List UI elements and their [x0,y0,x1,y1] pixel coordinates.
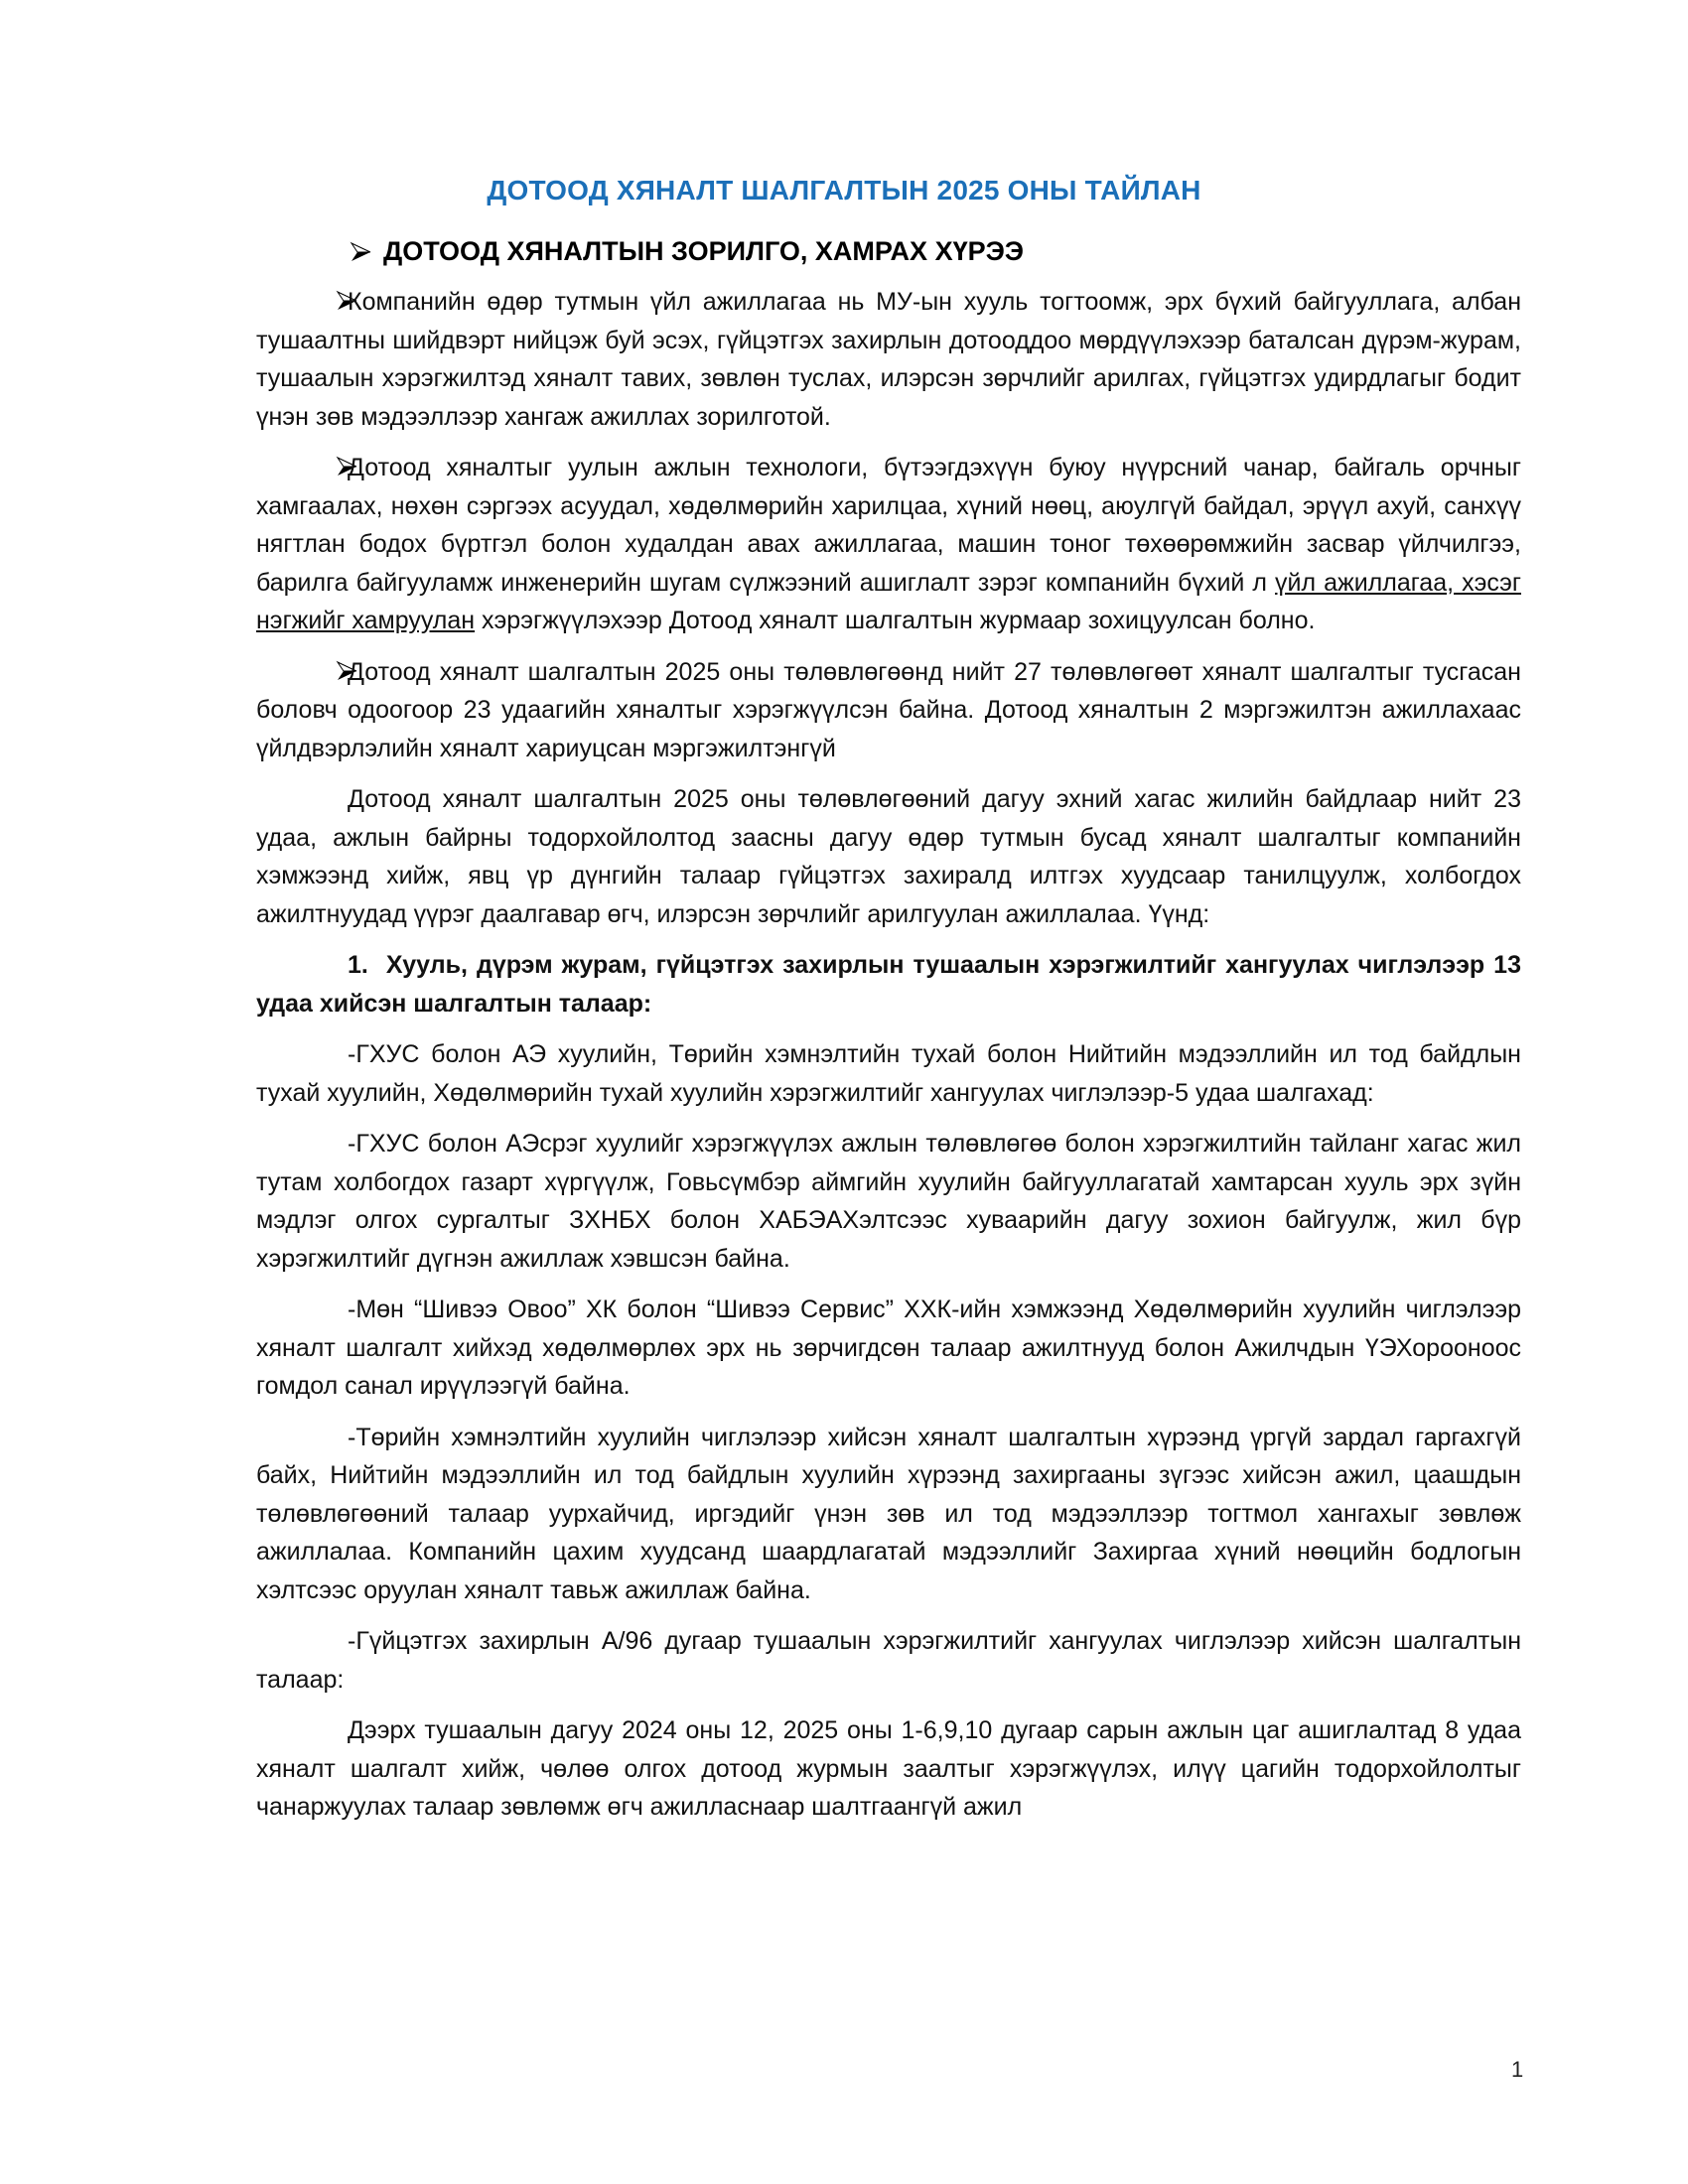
list-number: 1. [348,951,368,979]
paragraph-text: Дотоод хяналтыг уулын ажлын технологи, бүтээгдэхүүн буюу нүүрсний чанар, байгаль орчныг хамгаалах, нөхөн сэргээх асуудал, хөдөлмөрийн харилцаа, хүний нөөц, аюулгүй байдал, эрүүл ахуй, санхүү нягтлан бодох бүртгэл болон худалдан авах ажиллагаа, машин тоног төхөөрөмжийн засвар үйлчилгээ, барилга байгууламж инженерийн шугам сүлжээний ашиглалт зэрэг компанийн бүхий л [256,454,1521,597]
paragraph-worktime: Дээрх тушаалын дагуу 2024 оны 12, 2025 оны 1-6,9,10 дугаар сарын ажлын цаг ашиглалтад 8 удаа хяналт шалгалт хийж, чөлөө олгох дотоод журмын заалтыг хэрэгжүүлэх, илүү цагийн тодорхойлолтыг чанаржуулах талаар зөвлөмж өгч ажилласнаар шалтгаангүй ажил [256,1716,1521,1821]
paragraph-summary: Дотоод хяналт шалгалтын 2025 оны төлөвлөгөөний дагуу эхний хагас жилийн байдлаар нийт 23 удаа, ажлын байрны тодорхойлолтод заасны дагуу өдөр тутмын бусад хяналт шалгалтыг компанийн хэмжээнд хийж, явц үр дүнгийн талаар гүйцэтгэх захиралд илтгэх хуудсаар танилцуулж, холбогдох ажилтнуудад үүрэг даалгавар өгч, илэрсэн зөрчлийг арилгуулан ажиллалаа. Үүнд: [256,785,1521,928]
paragraph-scope [256,449,1521,640]
paragraph-order-a96: -Гүйцэтгэх захирлын А/96 дугаар тушаалын хэрэгжилтийг хангуулах чиглэлээр хийсэн шалгалтын талаар: [256,1627,1521,1694]
paragraph-text: Дотоод хяналт шалгалтын 2025 оны төлөвлөгөөнд нийт 27 төлөвлөгөөт хяналт шалгалтыг тусгасан боловч одоогоор 23 удаагийн хяналтыг хэрэгжүүлсэн байна. Дотоод хяналтын 2 мэргэжилтэн ажиллахаас үйлдвэрлэлийн хяналт хариуцсан мэргэжилтэнгүй [256,657,1521,762]
section-heading-text: ДОТООД ХЯНАЛТЫН ЗОРИЛГО, ХАМРАХ ХҮРЭЭ [383,236,1025,266]
underlined-text: үйл ажиллагаа, хэсэг [1275,568,1521,597]
section-heading [350,236,1024,267]
page-number: 1 [1511,2057,1524,2082]
arrowhead-bullet-icon [350,241,371,263]
paragraph-text: хэрэгжүүлэхээр Дотоод хяналт шалгалтын журмаар зохицуулсан болно. [475,607,1316,634]
paragraph-purpose [256,283,1521,436]
numbered-heading [256,946,1521,1023]
report-title: ДОТООД ХЯНАЛТ ШАЛГАЛТЫН 2025 ОНЫ ТАЙЛАН [487,175,1201,205]
document-body [256,283,1521,1840]
paragraph-budget-law: -Төрийн хэмнэлтийн хуулийн чиглэлээр хийсэн хяналт шалгалтын хүрээнд үргүй зардал гаргахгүй байх, Нийтийн мэдээллийн ил тод байдлын хуулийн хүрээнд захиргааны зүгээс хийсэн ажил, цаашдын төлөвлөгөөний талаар уурхайчид, иргэдийг үнэн зөв ил тод мэдээллээр тогтмол хангахыг зөвлөж ажиллалаа. Компанийн цахим хуудсанд шаардлагатай мэдээллийг Захиргаа хүний нөөцийн бодлогын хэлтсээс оруулан хяналт тавьж ажиллаж байна. [256,1423,1521,1604]
numbered-heading-text: Хууль, дүрэм журам, гүйцэтгэх захирлын тушаалын хэрэгжилтийг хангуулах чиглэлээр 13 удаа хийсэн шалгалтын талаар: [256,951,1521,1018]
paragraph-anticorruption: -ГХУС болон АЭсрэг хуулийг хэрэгжүүлэх ажлын төлөвлөгөө болон хэрэгжилтийн тайланг хагас жил тутам холбогдох газарт хүргүүлж, Говьсүмбэр аймгийн хуулийн байгууллагатай хамтарсан хууль эрх зүйн мэдлэг олгох сургалтыг ЗХНБХ болон ХАБЭАХэлтсээс хуваарийн дагуу зохион байгуулж, жил бүр хэрэгжилтийг дүгнэн ажиллаж хэвшсэн байна. [256,1130,1521,1273]
paragraph-law-checks: -ГХУС болон АЭ хуулийн, Төрийн хэмнэлтийн тухай болон Нийтийн мэдээллийн ил тод байдлын тухай хуулийн, Хөдөлмөрийн тухай хуулийн хэрэгжилтийг хангуулах чиглэлээр-5 удаа шалгахад: [256,1040,1521,1107]
paragraph-labor-law: -Мөн “Шивээ Овоо” ХК болон “Шивээ Сервис” ХХК-ийн хэмжээнд Хөдөлмөрийн хуулийн чиглэлээр хяналт шалгалт хийхэд хөдөлмөрлөх эрх нь зөрчигдсөн талаар ажилтнууд болон Ажилчдын ҮЭХорооноос гомдол санал ирүүлээгүй байна. [256,1296,1521,1400]
paragraph-text: Компанийн өдөр тутмын үйл ажиллагаа нь МУ-ын хууль тогтоомж, эрх бүхий байгууллага, албан тушаалтны шийдвэрт нийцэж буй эсэх, гүйцэтгэх захирлын дотооддоо мөрдүүлэхээр баталсан дүрэм-журам, тушаалын хэрэгжилтэд хяналт тавих, зөвлөн туслах, илэрсэн зөрчлийг арилгах, гүйцэтгэх удирдлагыг бодит үнэн зөв мэдээллээр хангаж ажиллах зорилготой. [256,288,1521,431]
underlined-text: нэгжийг хамруулан [256,607,476,634]
paragraph-plan [256,653,1521,768]
